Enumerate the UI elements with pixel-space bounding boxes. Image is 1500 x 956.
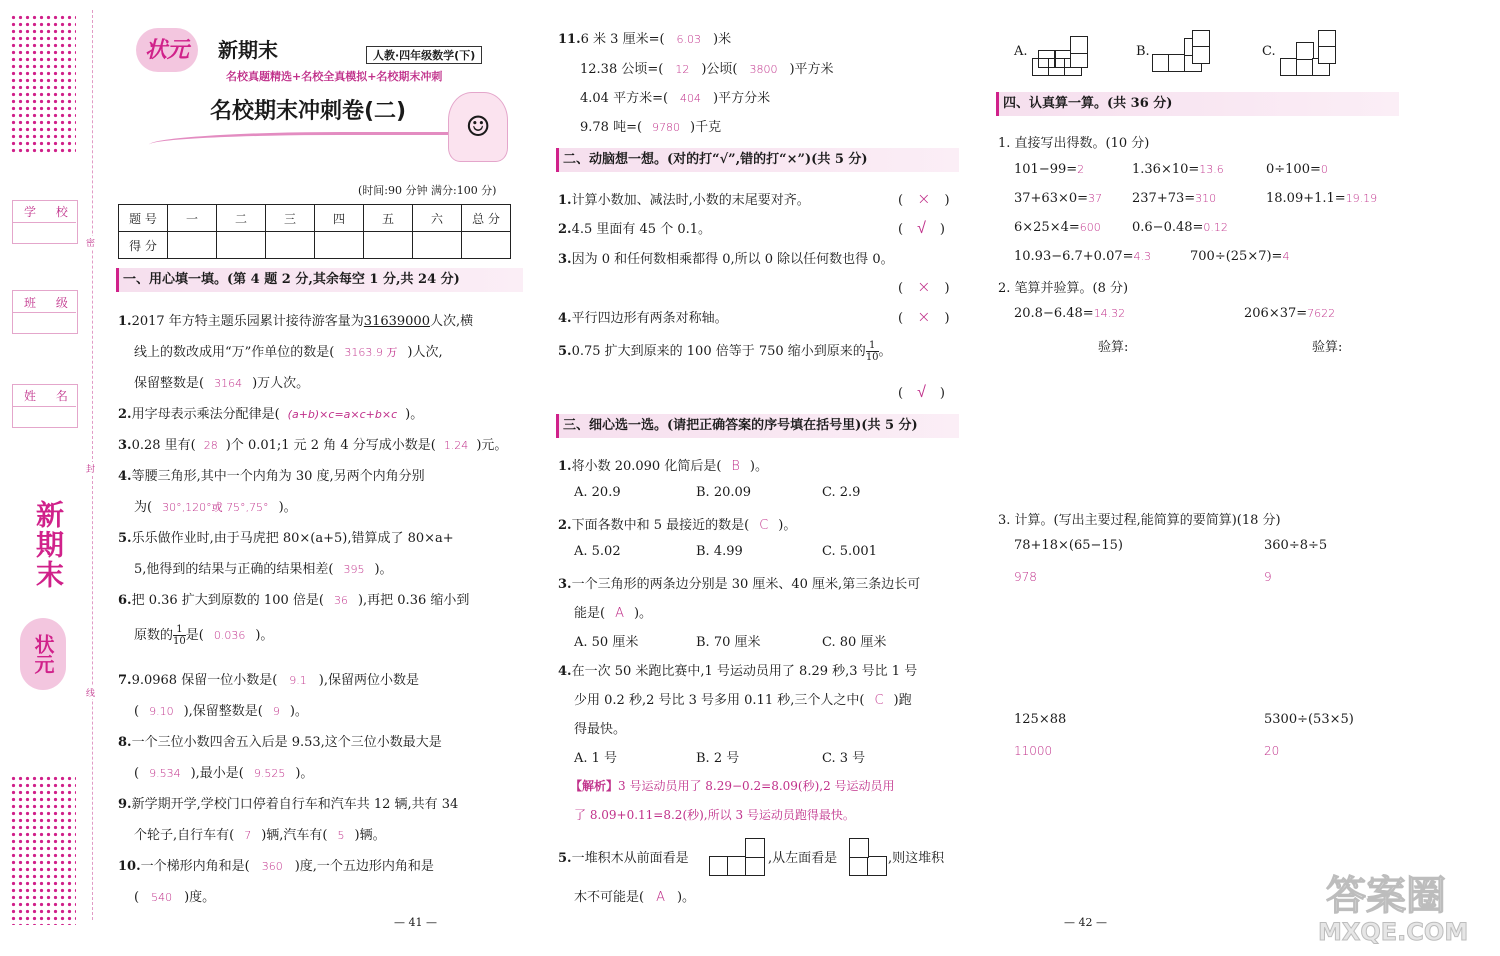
- tf-2-answer: ( √ ): [898, 218, 945, 237]
- tf-3: 3.因为 0 和任何数相乘都得 0,所以 0 除以任何数也得 0。: [558, 252, 894, 267]
- mc-4-option-a: A. 1 号: [574, 751, 618, 766]
- mc-2: 2.下面各数中和 5 最接近的数是( C )。: [558, 518, 797, 533]
- score-header: 题 号: [119, 205, 168, 232]
- sidebar-brand: 新期末: [32, 500, 65, 590]
- mc-4-line1: 4.在一次 50 米跑比赛中,1 号运动员用了 8.29 秒,3 号比 1 号: [558, 664, 918, 679]
- score-cell[interactable]: [364, 232, 413, 259]
- tf-3-answer: ( × ): [898, 277, 950, 296]
- mc-5-text-b: ,从左面看是: [768, 851, 838, 866]
- check-1: 验算:: [1098, 340, 1129, 355]
- direct-5: 237+73=310: [1132, 191, 1217, 206]
- calc-3-answer: 11000: [1014, 744, 1053, 758]
- mc-2-option-b: B. 4.99: [696, 544, 743, 559]
- score-col-6: 六: [413, 205, 462, 232]
- score-cell[interactable]: [315, 232, 364, 259]
- score-row-label: 得 分: [119, 232, 168, 259]
- analysis-line1: 【解析】3 号运动员用了 8.29−0.2=8.09(秒),2 号运动员用: [570, 779, 895, 793]
- page-number-right: — 42 —: [1064, 916, 1107, 929]
- mc-1-option-a: A. 20.9: [574, 485, 621, 500]
- score-col-3: 三: [266, 205, 315, 232]
- tf-5-answer: ( √ ): [898, 382, 945, 401]
- watermark-url: MXQE.COM: [1318, 918, 1469, 946]
- decorative-dot-pattern-top: [10, 14, 76, 154]
- section-2-title: 二、动脑想一想。(对的打“√”,错的打“×”)(共 5 分): [556, 148, 959, 172]
- vert-2: 206×37=7622: [1244, 306, 1336, 321]
- q8-line2: ( 9.534 ),最小是( 9.525 )。: [134, 766, 314, 781]
- mc-4-option-b: B. 2 号: [696, 751, 740, 766]
- check-2: 验算:: [1312, 340, 1343, 355]
- section-1-title: 一、用心填一填。(第 4 题 2 分,其余每空 1 分,共 24 分): [116, 268, 523, 292]
- direct-10: 700÷(25×7)=4: [1190, 249, 1290, 264]
- edition-badge: 人教·四年级数学(下): [366, 46, 482, 64]
- mc-1-option-b: B. 20.09: [696, 485, 752, 500]
- score-table: [118, 204, 511, 259]
- mc-2-option-a: A. 5.02: [574, 544, 621, 559]
- mascot-image: ☺: [448, 92, 508, 162]
- q1-line3: 保留整数是( 3164 )万人次。: [134, 376, 310, 391]
- direct-7: 6×25×4=600: [1014, 220, 1101, 235]
- calc-2-answer: 9: [1264, 570, 1272, 584]
- name-label: 姓 名: [24, 389, 76, 403]
- conv-3: 9.78 吨=( 9780 )千克: [580, 120, 722, 135]
- q1-line1: 1.2017 年方特主题乐园累计接待游客量为31639000人次,横: [118, 314, 474, 329]
- page-title: 名校期末冲刺卷(二): [210, 99, 407, 124]
- calc-2-question: 360÷8÷5: [1264, 538, 1328, 553]
- direct-4: 37+63×0=37: [1014, 191, 1103, 206]
- seal-char-3: 线: [86, 686, 95, 699]
- mc-1: 1.将小数 20.090 化简后是( B )。: [558, 459, 768, 474]
- q6-line2: 原数的 $\frac{1}{10}$ 是( 0.036 )。: [134, 624, 274, 647]
- option-b-label: B.: [1136, 44, 1150, 59]
- direct-3: 0÷100=0: [1266, 162, 1328, 177]
- mc-3-line2: 能是( A )。: [574, 606, 653, 621]
- tf-4-answer: ( × ): [898, 307, 950, 326]
- vert-1: 20.8−6.48=14.32: [1014, 306, 1126, 321]
- q3: 3.0.28 里有( 28 )个 0.01;1 元 2 角 4 分写成小数是( 1.24 )元。: [118, 438, 508, 453]
- q1-line2: 线上的数改成用“万”作单位的数是( 3163.9 万 )人次,: [134, 345, 443, 360]
- page-number-left: — 41 —: [394, 916, 437, 929]
- q9-line2: 个轮子,自行车有( 7 )辆,汽车有( 5 )辆。: [134, 828, 386, 843]
- tf-5: 5.0.75 扩大到原来的 100 倍等于 750 缩小到原来的 $\frac{1}{10}$ 。: [558, 340, 892, 363]
- watermark-logo: 答案圈: [1326, 873, 1446, 919]
- q10-line1: 10.一个梯形内角和是( 360 )度,一个五边形内角和是: [118, 859, 434, 874]
- mc-3-option-a: A. 50 厘米: [574, 635, 639, 650]
- mc-3-option-b: B. 70 厘米: [696, 635, 761, 650]
- score-cell[interactable]: [413, 232, 462, 259]
- mc-4-line3: 得最快。: [574, 722, 627, 737]
- q4-line1: 4.等腰三角形,其中一个内角为 30 度,另两个内角分别: [118, 469, 425, 484]
- calc-q1-title: 1. 直接写出得数。(10 分): [998, 136, 1150, 151]
- score-cell[interactable]: [168, 232, 217, 259]
- calc-1-question: 78+18×(65−15): [1014, 538, 1123, 553]
- q9-line1: 9.新学期开学,学校门口停着自行车和汽车共 12 辆,共有 34: [118, 797, 459, 812]
- score-cell[interactable]: [266, 232, 315, 259]
- logo: 状元: [136, 28, 198, 72]
- calc-3-question: 125×88: [1014, 712, 1067, 727]
- q10-line2: ( 540 )度。: [134, 890, 216, 905]
- score-col-5: 五: [364, 205, 413, 232]
- q8-line1: 8.一个三位小数四舍五入后是 9.53,这个三位小数最大是: [118, 735, 442, 750]
- mc-5-text-c: ,则这堆积: [888, 851, 945, 866]
- score-cell[interactable]: [462, 232, 511, 259]
- decorative-dot-pattern-bottom: [10, 775, 76, 925]
- direct-8: 0.6−0.48=0.12: [1132, 220, 1228, 235]
- calc-4-question: 5300÷(53×5): [1264, 712, 1354, 727]
- q4-line2: 为( 30°,120°或 75°,75° )。: [134, 500, 297, 515]
- mc-3-option-c: C. 80 厘米: [822, 635, 887, 650]
- tf-1-answer: ( × ): [898, 189, 950, 208]
- direct-9: 10.93−6.7+0.07=4.3: [1014, 249, 1152, 264]
- q2: 2.用字母表示乘法分配律是( (a+b)×c=a×c+b×c )。: [118, 407, 424, 422]
- conv-2: 4.04 平方米=( 404 )平方分米: [580, 91, 771, 106]
- score-col-total: 总 分: [462, 205, 511, 232]
- option-a-label: A.: [1014, 44, 1028, 59]
- seal-char-1: 密: [86, 236, 95, 249]
- tf-4: 4.平行四边形有两条对称轴。: [558, 311, 728, 326]
- score-col-4: 四: [315, 205, 364, 232]
- score-col-1: 一: [168, 205, 217, 232]
- mc-2-option-c: C. 5.001: [822, 544, 877, 559]
- school-label: 学 校: [24, 205, 76, 219]
- slogan: 名校真题精选+名校全真模拟+名校期末冲刺: [226, 70, 443, 83]
- calc-1-answer: 978: [1014, 570, 1037, 584]
- seal-char-2: 封: [86, 462, 95, 475]
- score-cell[interactable]: [217, 232, 266, 259]
- calc-q3-title: 3. 计算。(写出主要过程,能简算的要简算)(18 分): [998, 513, 1281, 528]
- series-name: 新期末: [218, 38, 278, 62]
- time-info: (时间:90 分钟 满分:100 分): [358, 184, 497, 197]
- q5-line2: 5,他得到的结果与正确的结果相差( 395 )。: [134, 562, 393, 577]
- q5-line1: 5.乐乐做作业时,由于马虎把 80×(a+5),错算成了 80×a+: [118, 531, 454, 546]
- mc-1-option-c: C. 2.9: [822, 485, 861, 500]
- class-label: 班 级: [24, 296, 76, 310]
- tf-1: 1.计算小数加、减法时,小数的末尾要对齐。: [558, 193, 810, 208]
- sidebar-logo: 状元: [20, 618, 66, 690]
- q11: 11.6 米 3 厘米=( 6.03 )米: [558, 32, 732, 47]
- direct-2: 1.36×10=13.6: [1132, 162, 1224, 177]
- mc-3-line1: 3.一个三角形的两条边分别是 30 厘米、40 厘米,第三条边长可: [558, 577, 921, 592]
- mc-5-text-a: 5.一堆积木从前面看是: [558, 851, 689, 866]
- mc-4-option-c: C. 3 号: [822, 751, 866, 766]
- section-4-title: 四、认真算一算。(共 36 分): [996, 92, 1399, 116]
- calc-4-answer: 20: [1264, 744, 1280, 758]
- analysis-line2: 了 8.09+0.11=8.2(秒),所以 3 号运动员跑得最快。: [574, 808, 855, 822]
- direct-1: 101−99=2: [1014, 162, 1085, 177]
- mc-4-line2: 少用 0.2 秒,2 号比 3 号多用 0.11 秒,三个人之中( C )跑: [574, 693, 912, 708]
- option-c-label: C.: [1262, 44, 1276, 59]
- section-3-title: 三、细心选一选。(请把正确答案的序号填在括号里)(共 5 分): [556, 414, 959, 438]
- q7-line2: ( 9.10 ),保留整数是( 9 )。: [134, 704, 308, 719]
- tf-2: 2.4.5 里面有 45 个 0.1。: [558, 222, 711, 237]
- mc-5-line2: 木不可能是( A )。: [574, 890, 696, 905]
- q7-line1: 7.9.0968 保留一位小数是( 9.1 ),保留两位小数是: [118, 673, 419, 688]
- direct-6: 18.09+1.1=19.19: [1266, 191, 1378, 206]
- score-col-2: 二: [217, 205, 266, 232]
- conv-1: 12.38 公顷=( 12 )公顷( 3800 )平方米: [580, 62, 834, 77]
- q6-line1: 6.把 0.36 扩大到原数的 100 倍是( 36 ),再把 0.36 缩小到: [118, 593, 470, 608]
- calc-q2-title: 2. 笔算并验算。(8 分): [998, 281, 1129, 296]
- decorative-swoosh: [144, 132, 466, 153]
